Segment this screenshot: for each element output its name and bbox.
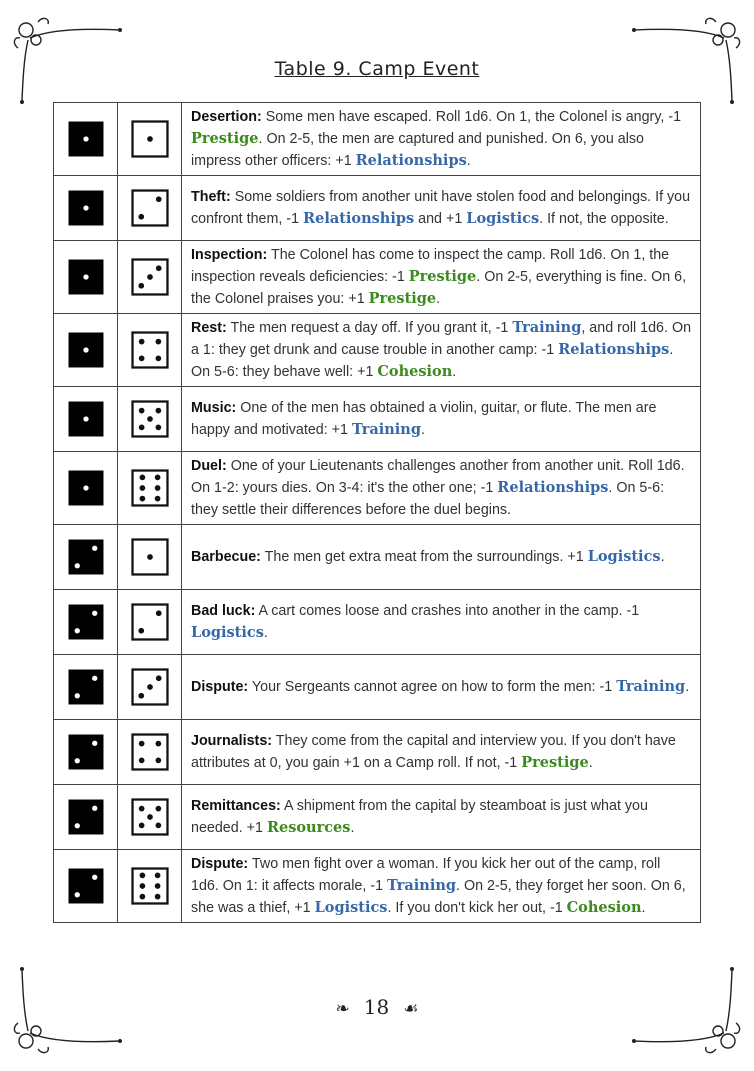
event-description	[182, 655, 701, 720]
event-text: .	[436, 291, 441, 307]
die-pip	[155, 610, 161, 616]
attribute-term: Training	[387, 877, 457, 894]
first-die-cell	[54, 176, 118, 241]
die-pip	[83, 205, 88, 210]
second-die-cell	[118, 241, 182, 314]
event-name: Journalists:	[191, 733, 273, 749]
die-pip	[154, 496, 160, 502]
die-pip	[138, 741, 144, 747]
die-pip	[138, 758, 144, 764]
table-row	[54, 176, 701, 241]
table-row	[54, 720, 701, 785]
die-pip	[139, 475, 145, 481]
table-row	[54, 655, 701, 720]
page-number: 18	[363, 995, 390, 1019]
attribute-term: Cohesion	[566, 899, 642, 916]
die-face-5-icon	[131, 400, 169, 438]
event-text: One of your Lieutenants challenges another from another unit. Roll 1d6. On 1-2: yours dies. On 3-4: it's the other one; -1	[191, 458, 685, 496]
second-die-cell	[118, 785, 182, 850]
die-pip	[92, 875, 97, 880]
die-pip	[138, 214, 144, 220]
die-face-2-icon	[67, 798, 105, 836]
die-pip	[155, 675, 161, 681]
second-die-cell	[118, 525, 182, 590]
die-face-1-icon	[67, 189, 105, 227]
first-die-cell	[54, 655, 118, 720]
die-pip	[154, 873, 160, 879]
event-name: Theft:	[191, 189, 231, 205]
die-face-2-icon	[67, 538, 105, 576]
event-text: . On 2-5, everything is fine. On 6, the Colonel praises you: +1	[191, 269, 687, 307]
die-pip	[155, 408, 161, 414]
footer-ornament-left: ❧	[335, 999, 350, 1019]
attribute-term: Logistics	[314, 899, 388, 916]
die-pip	[138, 356, 144, 362]
first-die-cell	[54, 590, 118, 655]
attribute-term: Training	[351, 421, 421, 438]
die-pip	[74, 563, 79, 568]
die-pip	[155, 741, 161, 747]
event-name: Inspection:	[191, 247, 268, 263]
event-text: Some men have escaped. Roll 1d6. On 1, the Colonel is angry, -1	[265, 109, 682, 125]
second-die-cell	[118, 314, 182, 387]
die-pip	[83, 347, 88, 352]
page-footer	[0, 995, 754, 1019]
die-pip	[147, 684, 153, 690]
die-pip	[138, 425, 144, 431]
die-face-1-icon	[67, 258, 105, 296]
event-name: Rest:	[191, 320, 227, 336]
table-row	[54, 785, 701, 850]
attribute-term: Logistics	[587, 548, 661, 565]
event-text: .	[660, 549, 665, 565]
event-description	[182, 176, 701, 241]
camp-event-rows	[54, 103, 701, 923]
first-die-cell	[54, 720, 118, 785]
event-text: The men get extra meat from the surroundings. +1	[264, 549, 588, 565]
event-text: Your Sergeants cannot agree on how to form the men: -1	[251, 679, 617, 695]
attribute-term: Training	[616, 678, 686, 695]
die-pip	[147, 554, 153, 560]
die-face-4-icon	[131, 733, 169, 771]
die-pip	[139, 496, 145, 502]
first-die-cell	[54, 103, 118, 176]
first-die-cell	[54, 387, 118, 452]
event-description	[182, 525, 701, 590]
second-die-cell	[118, 387, 182, 452]
event-text: The men request a day off. If you grant it, -1	[230, 320, 513, 336]
die-pip	[155, 758, 161, 764]
die-pip	[83, 416, 88, 421]
second-die-cell	[118, 176, 182, 241]
die-face-2-icon	[67, 733, 105, 771]
event-text: . On 2-5, the men are captured and punished. On 6, you also impress other officers: +1	[191, 131, 644, 169]
die-pip	[155, 265, 161, 271]
die-pip	[147, 274, 153, 280]
event-text: . If you don't kick her out, -1	[387, 900, 567, 916]
die-pip	[74, 758, 79, 763]
event-name: Dispute:	[191, 679, 249, 695]
table-row	[54, 387, 701, 452]
die-pip	[74, 628, 79, 633]
die-pip	[154, 894, 160, 900]
event-description	[182, 850, 701, 923]
die-pip	[74, 693, 79, 698]
die-face-2-icon	[67, 867, 105, 905]
attribute-term: Training	[512, 319, 582, 336]
page-title: Table 9. Camp Event	[274, 58, 480, 80]
die-pip	[155, 196, 161, 202]
attribute-term: Relationships	[303, 210, 415, 227]
event-name: Desertion:	[191, 109, 262, 125]
event-text: .	[350, 820, 355, 836]
die-face-1-icon	[67, 469, 105, 507]
event-text: Some soldiers from another unit have stolen food and belongings. If you confront them, -1	[191, 189, 691, 227]
table-row	[54, 590, 701, 655]
table-row	[54, 241, 701, 314]
event-name: Dispute:	[191, 856, 249, 872]
second-die-cell	[118, 720, 182, 785]
event-text: .	[588, 755, 593, 771]
die-pip	[155, 425, 161, 431]
event-description	[182, 387, 701, 452]
die-pip	[155, 823, 161, 829]
die-pip	[138, 823, 144, 829]
event-description	[182, 103, 701, 176]
die-pip	[155, 339, 161, 345]
table-row	[54, 850, 701, 923]
die-face-1-icon	[67, 120, 105, 158]
die-pip	[154, 485, 160, 491]
event-text: . On 2-5, they forget her soon. On 6, she was a thief, +1	[191, 878, 686, 916]
die-pip	[147, 416, 153, 422]
die-pip	[155, 356, 161, 362]
table-row	[54, 452, 701, 525]
event-text: , and roll 1d6. On a 1: they get drunk and cause trouble in another camp: -1	[191, 320, 692, 358]
die-pip	[83, 485, 88, 490]
attribute-term: Logistics	[191, 624, 264, 641]
die-pip	[138, 806, 144, 812]
die-face-4-icon	[131, 331, 169, 369]
die-pip	[154, 475, 160, 481]
die-pip	[139, 873, 145, 879]
die-pip	[74, 892, 79, 897]
die-face-2-icon	[67, 668, 105, 706]
event-name: Bad luck:	[191, 603, 256, 619]
die-pip	[83, 136, 88, 141]
die-pip	[92, 546, 97, 551]
first-die-cell	[54, 314, 118, 387]
event-text: .	[641, 900, 646, 916]
event-description	[182, 720, 701, 785]
die-pip	[147, 136, 153, 142]
second-die-cell	[118, 850, 182, 923]
attribute-term: Relationships	[497, 479, 609, 496]
die-pip	[138, 628, 144, 634]
event-text: . On 5-6: they settle their differences before the duel begins.	[191, 480, 665, 518]
table-row	[54, 314, 701, 387]
die-pip	[139, 485, 145, 491]
die-pip	[138, 283, 144, 289]
die-face-3-icon	[131, 668, 169, 706]
event-text: Two men fight over a woman. If you kick her out of the camp, roll 1d6. On 1: it affects morale, -1	[191, 856, 661, 894]
event-text: They come from the capital and interview you. If you don't have attributes at 0, you gain +1 on a Camp roll. If not, -1	[191, 733, 676, 771]
attribute-term: Cohesion	[377, 363, 453, 380]
event-description	[182, 452, 701, 525]
table-row	[54, 103, 701, 176]
event-text: and +1	[414, 211, 467, 227]
event-text: .	[420, 422, 425, 438]
second-die-cell	[118, 655, 182, 720]
event-name: Music:	[191, 400, 237, 416]
table-row	[54, 525, 701, 590]
first-die-cell	[54, 785, 118, 850]
die-pip	[92, 676, 97, 681]
event-text: .	[685, 679, 690, 695]
die-face-5-icon	[131, 798, 169, 836]
attribute-term: Prestige	[408, 268, 477, 285]
first-die-cell	[54, 525, 118, 590]
die-face-2-icon	[67, 603, 105, 641]
second-die-cell	[118, 590, 182, 655]
event-text: One of the men has obtained a violin, guitar, or flute. The men are happy and motivated: +1	[191, 400, 657, 438]
die-face-6-icon	[131, 867, 169, 905]
die-face-2-icon	[131, 189, 169, 227]
die-face-1-icon	[131, 120, 169, 158]
die-pip	[138, 408, 144, 414]
die-pip	[138, 693, 144, 699]
event-text: .	[466, 153, 471, 169]
die-face-1-icon	[67, 400, 105, 438]
event-text: A shipment from the capital by steamboat is just what you needed. +1	[191, 798, 648, 836]
footer-ornament-right: ☙	[403, 999, 419, 1019]
die-pip	[139, 883, 145, 889]
event-text: A cart comes loose and crashes into another in the camp. -1	[258, 603, 640, 619]
event-name: Barbecue:	[191, 549, 261, 565]
die-face-1-icon	[131, 538, 169, 576]
event-text: . On 5-6: they behave well: +1	[191, 342, 674, 380]
event-text: . If not, the opposite.	[539, 211, 669, 227]
die-face-1-icon	[67, 331, 105, 369]
attribute-term: Prestige	[521, 754, 589, 771]
event-name: Duel:	[191, 458, 227, 474]
die-pip	[83, 274, 88, 279]
event-name: Remittances:	[191, 798, 281, 814]
event-description	[182, 314, 701, 387]
first-die-cell	[54, 850, 118, 923]
event-description	[182, 785, 701, 850]
event-description	[182, 241, 701, 314]
die-pip	[154, 883, 160, 889]
event-description	[182, 590, 701, 655]
first-die-cell	[54, 241, 118, 314]
die-pip	[147, 814, 153, 820]
die-pip	[74, 823, 79, 828]
second-die-cell	[118, 452, 182, 525]
die-pip	[92, 741, 97, 746]
first-die-cell	[54, 452, 118, 525]
attribute-term: Prestige	[368, 290, 437, 307]
event-text: The Colonel has come to inspect the camp. Roll 1d6. On 1, the inspection reveals deficiencies: -1	[191, 247, 670, 285]
die-face-2-icon	[131, 603, 169, 641]
attribute-term: Relationships	[558, 341, 670, 358]
camp-event-table	[53, 102, 701, 923]
attribute-term: Prestige	[191, 130, 259, 147]
second-die-cell	[118, 103, 182, 176]
attribute-term: Relationships	[355, 152, 467, 169]
die-pip	[139, 894, 145, 900]
event-text: .	[263, 625, 268, 641]
die-pip	[92, 806, 97, 811]
attribute-term: Resources	[266, 819, 351, 836]
event-text: .	[452, 364, 457, 380]
attribute-term: Logistics	[466, 210, 540, 227]
die-face-3-icon	[131, 258, 169, 296]
die-pip	[92, 611, 97, 616]
die-pip	[155, 806, 161, 812]
die-pip	[138, 339, 144, 345]
die-face-6-icon	[131, 469, 169, 507]
